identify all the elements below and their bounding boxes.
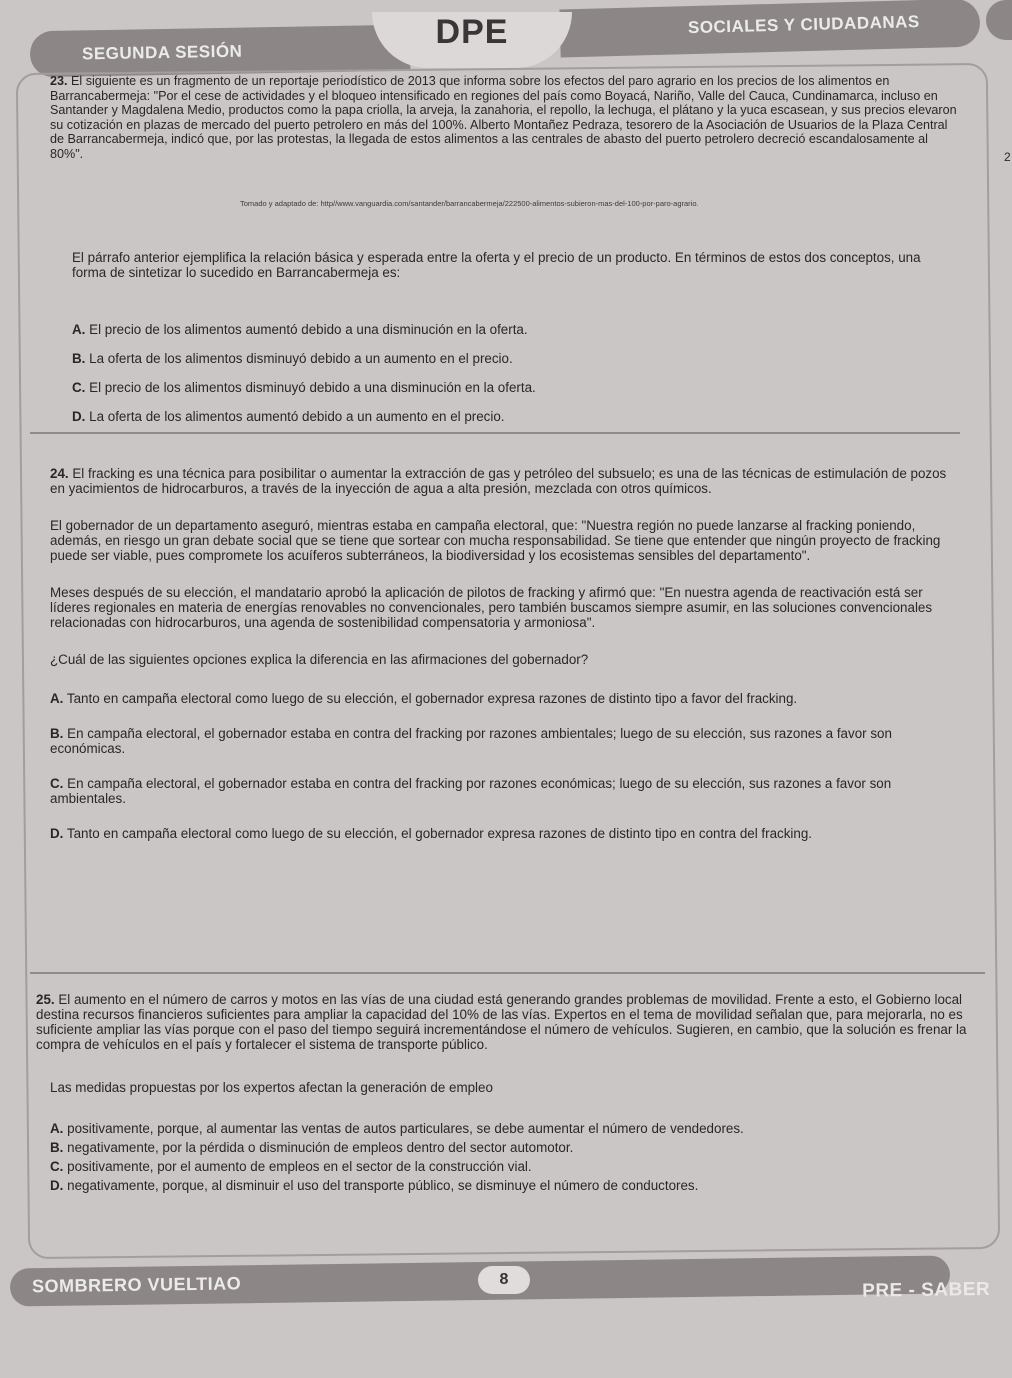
option-text: Tanto en campaña electoral como luego de su elección, el gobernador expresa razones de distinto tipo a favor del fracking. (66, 691, 798, 706)
option-d[interactable] (50, 1178, 981, 1193)
prompt-text: Las medidas propuestas por los expertos afectan la generación de empleo (50, 1080, 493, 1095)
option-d[interactable] (50, 826, 960, 841)
option-text: positivamente, por el aumento de empleos en el sector de la construcción vial. (67, 1159, 532, 1174)
citation: Tomado y adaptado de: http//www.vanguardia.com/santander/barrancabermeja/222500-alimentos-subieron-mas-del-100-por-paro-agrario. (240, 199, 699, 208)
question-number: 25. (36, 992, 55, 1007)
option-c[interactable] (72, 380, 982, 395)
option-text: negativamente, por la pérdida o disminución de empleos dentro del sector automotor. (67, 1140, 574, 1155)
option-d[interactable] (72, 409, 982, 424)
option-letter: D. (50, 826, 64, 841)
side-mark: 2 (1004, 150, 1011, 164)
question-number: 24. (50, 466, 69, 481)
divider (30, 972, 985, 974)
session-label: SEGUNDA SESIÓN (81, 41, 243, 64)
next-page-edge (986, 0, 1012, 40)
option-letter: B. (50, 1140, 64, 1155)
option-letter: B. (72, 351, 86, 366)
option-text: positivamente, porque, al aumentar las ventas de autos particulares, se debe aumentar el número de vendedores. (67, 1121, 744, 1136)
option-text: La oferta de los alimentos disminuyó debido a un aumento en el precio. (89, 351, 513, 366)
option-letter: C. (72, 380, 86, 395)
option-letter: B. (50, 726, 64, 741)
question-number: 23. (50, 74, 68, 88)
option-letter: A. (50, 1121, 64, 1136)
question-text: El siguiente es un fragmento de un reportaje periodístico de 2013 que informa sobre los efectos del paro agrario en los precios de los alimentos en Barrancabermeja: "Por el cese de actividades y el bloqueo intensificado en regiones del país como Boyacá, Nariño, Valle del Cauca, Cundinamarca, incluso en Santander y Magdalena Medio, productos como la papa criolla, la arveja, la zanahoria, el repollo, la lechuga, el plátano y la yuca escasean, y sus precios elevaron su cotización en plazas de mercado del puerto petrolero en más del 100%. Alberto Montañez Pedraza, tesorero de la Asociación de Usuarios de la Plaza Central de Barrancabermeja, indicó que, por las protestas, la llegada de estos alimentos a las centrales de abasto del puerto petrolero decreció escandalosamente al 80%". (50, 74, 957, 161)
option-letter: C. (50, 776, 64, 791)
option-text: En campaña electoral, el gobernador estaba en contra del fracking por razones ambientales; luego de su elección, sus razones a favor son económicas. (50, 726, 892, 756)
prompt-text: El párrafo anterior ejemplifica la relación básica y esperada entre la oferta y el precio de un producto. En términos de estos dos conceptos, una forma de sintetizar lo sucedido en Barrancabermeja es: (72, 250, 921, 280)
option-letter: A. (50, 691, 64, 706)
option-text: El precio de los alimentos aumentó debido a una disminución en la oferta. (89, 322, 528, 337)
question-23-options (72, 322, 982, 438)
dpe-logo (372, 12, 572, 68)
option-text: negativamente, porque, al disminuir el uso del transporte público, se disminuye el número de conductores. (67, 1178, 699, 1193)
divider (30, 432, 960, 434)
question-text: El fracking es una técnica para posibilitar o aumentar la extracción de gas y petróleo del subsuelo; es una de las técnicas de estimulación de pozos en yacimientos de hidrocarburos, a través de la inyección de agua a alta presión, mezclada con otros químicos. (50, 466, 947, 496)
option-a[interactable] (72, 322, 982, 337)
option-text: En campaña electoral, el gobernador estaba en contra del fracking por razones económicas; luego de su elección, sus razones a favor son ambientales. (50, 776, 892, 806)
logo-text: DPE (435, 13, 509, 51)
prompt-text: ¿Cuál de las siguientes opciones explica la diferencia en las afirmaciones del gobernador? (50, 652, 589, 667)
question-text: El aumento en el número de carros y motos en las vías de una ciudad está generando grandes problemas de movilidad. Frente a esto, el Gobierno local destina recursos financieros suficientes para ampliar la capacidad del 10% de las vías. Expertos en el tema de movilidad señalan que, para mejorarla, no es suficiente ampliar las vías porque con el paso del tiempo seguirá incrementándose el número de vehículos. Sugieren, en cambio, que la solución es frenar la compra de vehículos en el país y fortalecer el sistema de transporte público. (36, 992, 967, 1052)
option-a[interactable] (50, 1121, 981, 1136)
option-c[interactable] (50, 1159, 981, 1174)
subject-label: SOCIALES Y CIUDADANAS (687, 12, 920, 38)
option-letter: D. (50, 1178, 64, 1193)
option-text: El precio de los alimentos disminuyó debido a una disminución en la oferta. (89, 380, 536, 395)
question-24 (50, 466, 960, 855)
option-b[interactable] (72, 351, 982, 366)
subject-banner (559, 0, 980, 57)
option-text: La oferta de los alimentos aumentó debido a un aumento en el precio. (89, 409, 505, 424)
option-letter: D. (72, 409, 86, 424)
page-number: 8 (478, 1266, 530, 1294)
quote-after-election: Meses después de su elección, el mandatario aprobó la aplicación de pilotos de fracking y afirmó que: "En nuestra agenda de reactivación está ser líderes regionales en materia de energías renovables no convencionales, pero también buscamos siempre asumir, en las soluciones convencionales relacionadas con hidrocarburos, una agenda de sostenibilidad compensatoria y armoniosa". (50, 585, 933, 630)
question-23 (50, 74, 960, 161)
footer-brand: PRE - SABER (862, 1278, 991, 1302)
quote-campaign: El gobernador de un departamento aseguró, mientras estaba en campaña electoral, que: "Nuestra región no puede lanzarse al fracking poniendo, además, en riesgo un gran debate social que se tiene que sortear con mucha responsabilidad. Se tiene que entender que ningún proyecto de fracking puede ser viable, pues compromete los acuíferos subterráneos, la biodiversidad y los ecosistemas sensibles del departamento". (50, 518, 941, 563)
question-25 (36, 992, 981, 1207)
option-b[interactable] (50, 726, 960, 756)
option-letter: C. (50, 1159, 64, 1174)
option-a[interactable] (50, 691, 960, 706)
option-text: Tanto en campaña electoral como luego de su elección, el gobernador expresa razones de distinto tipo en contra del fracking. (66, 826, 813, 841)
option-c[interactable] (50, 776, 960, 806)
footer-title: SOMBRERO VUELTIAO (31, 1273, 242, 1297)
option-b[interactable] (50, 1140, 981, 1155)
option-letter: A. (72, 322, 86, 337)
question-23-prompt (72, 250, 957, 280)
